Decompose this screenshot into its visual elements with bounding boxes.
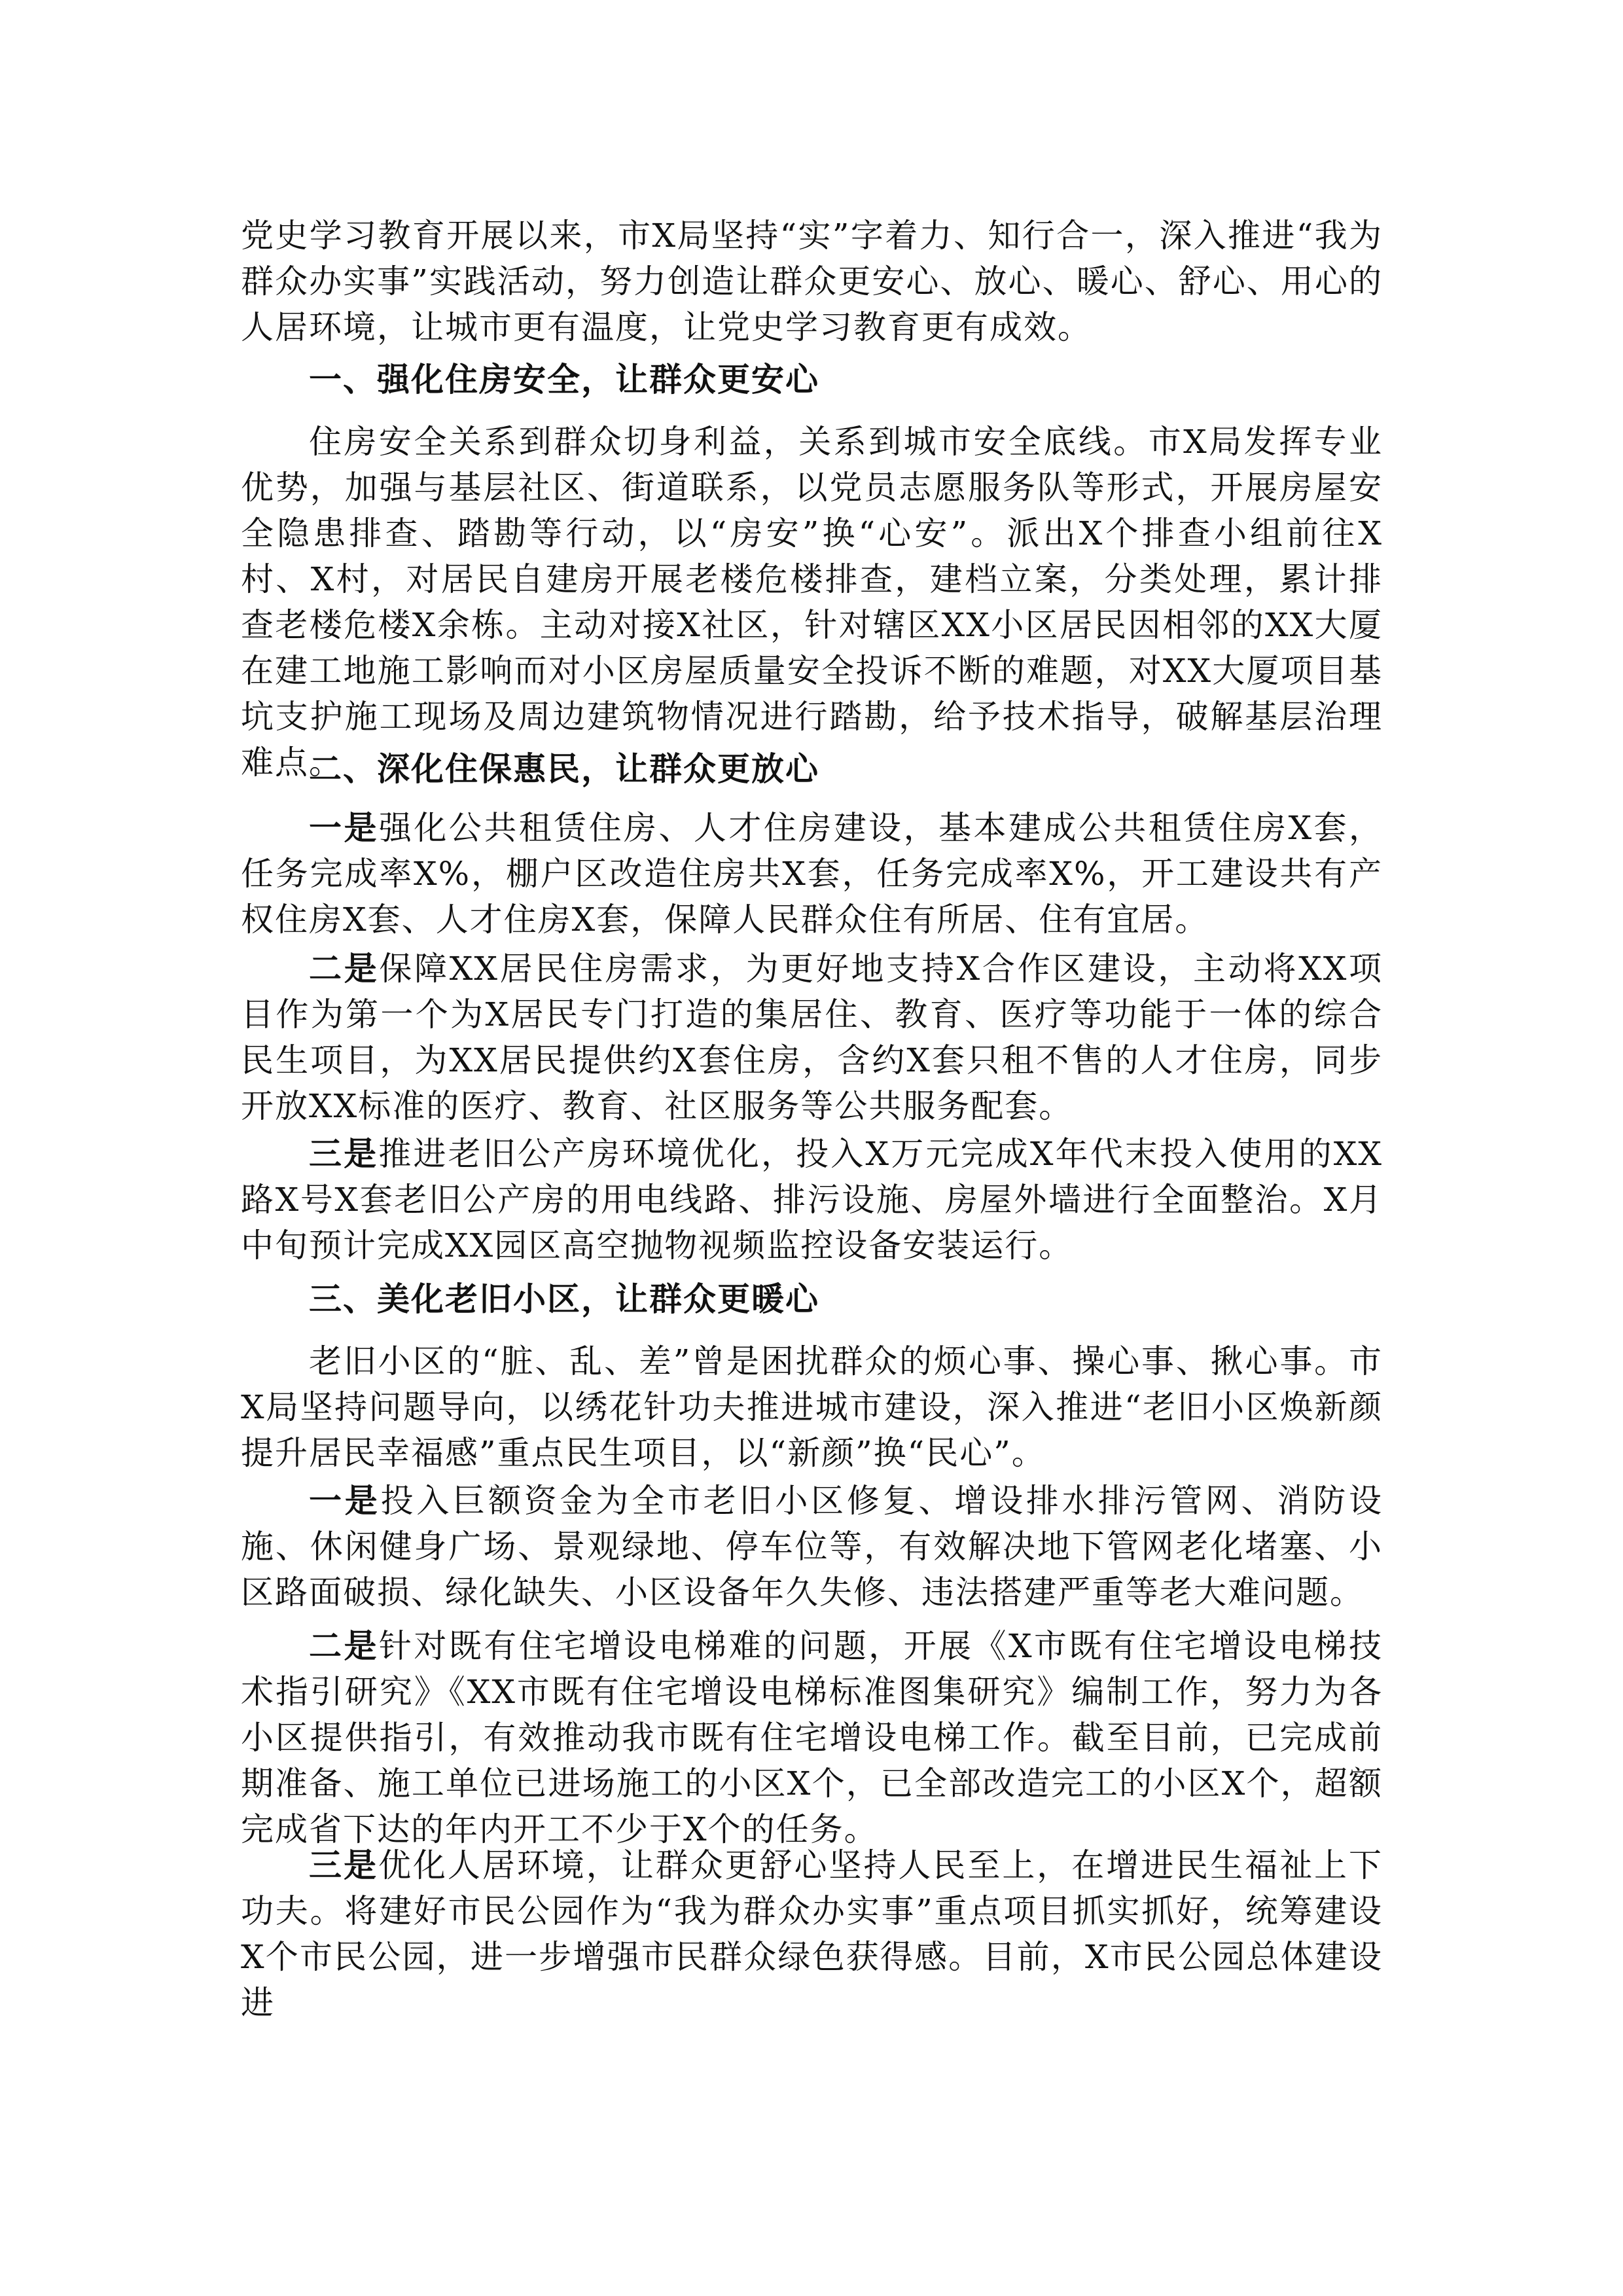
item-lead: 一是 bbox=[309, 1482, 381, 1520]
item-lead: 三是 bbox=[309, 1135, 379, 1173]
item-lead: 三是 bbox=[309, 1846, 378, 1884]
section-3-item-1 bbox=[241, 1478, 1383, 1615]
intro-paragraph: 党史学习教育开展以来，市X局坚持“实”字着力、知行合一，深入推进“我为群众办实事”实践活动，努力创造让群众更安心、放心、暖心、舒心、用心的人居环境，让城市更有温度，让党史学习教育更有成效。 bbox=[241, 217, 1383, 346]
item-lead: 二是 bbox=[309, 1627, 379, 1665]
section-2-item-2 bbox=[241, 946, 1383, 1129]
item-text: 投入巨额资金为全市老旧小区修复、增设排水排污管网、消防设施、休闲健身广场、景观绿地、停车位等，有效解决地下管网老化堵塞、小区路面破损、绿化缺失、小区设备年久失修、违法搭建严重等老大难问题。 bbox=[241, 1482, 1383, 1611]
section-2-item-1 bbox=[241, 805, 1383, 942]
section-3-item-3 bbox=[241, 1842, 1383, 2026]
item-text: 保障XX居民住房需求，为更好地支持X合作区建设，主动将XX项目作为第一个为X居民专门打造的集居住、教育、医疗等功能于一体的综合民生项目，为XX居民提供约X套住房，含约X套只租不售的人才住房，同步开放XX标准的医疗、教育、社区服务等公共服务配套。 bbox=[241, 950, 1383, 1125]
item-lead: 一是 bbox=[309, 809, 379, 847]
section-1-heading: 一、强化住房安全，让群众更安心 bbox=[309, 361, 819, 399]
section-3-item-2 bbox=[241, 1623, 1383, 1852]
item-text: 推进老旧公产房环境优化，投入X万元完成X年代末投入使用的XX路X号X套老旧公产房的用电线路、排污设施、房屋外墙进行全面整治。X月中旬预计完成XX园区高空抛物视频监控设备安装运行。 bbox=[241, 1135, 1383, 1265]
item-text: 针对既有住宅增设电梯难的问题，开展《X市既有住宅增设电梯技术指引研究》《XX市既有住宅增设电梯标准图集研究》编制工作，努力为各小区提供指引，有效推动我市既有住宅增设电梯工作。截至目前，已完成前期准备、施工单位已进场施工的小区X个，已全部改造完工的小区X个，超额完成省下达的年内开工不少于X个的任务。 bbox=[241, 1627, 1383, 1848]
item-text: 强化公共租赁住房、人才住房建设，基本建成公共租赁住房X套，任务完成率X%，棚户区改造住房共X套，任务完成率X%，开工建设共有产权住房X套、人才住房X套，保障人民群众住有所居、住有宜居。 bbox=[241, 809, 1383, 939]
item-text: 优化人居环境，让群众更舒心坚持人民至上，在增进民生福祉上下功夫。将建好市民公园作为“我为群众办实事”重点项目抓实抓好，统筹建设X个市民公园，进一步增强市民群众绿色获得感。目前，X市民公园总体建设进 bbox=[241, 1846, 1383, 2022]
item-lead: 二是 bbox=[309, 950, 380, 988]
section-3-body: 老旧小区的“脏、乱、差”曾是困扰群众的烦心事、操心事、揪心事。市X局坚持问题导向，以绣花针功夫推进城市建设，深入推进“老旧小区焕新颜提升居民幸福感”重点民生项目，以“新颜”换“民心”。 bbox=[241, 1342, 1383, 1472]
section-3-heading: 三、美化老旧小区，让群众更暖心 bbox=[309, 1280, 819, 1318]
section-2-heading: 二、深化住保惠民，让群众更放心 bbox=[309, 750, 819, 788]
section-2-item-3 bbox=[241, 1131, 1383, 1268]
section-1-body: 住房安全关系到群众切身利益，关系到城市安全底线。市X局发挥专业优势，加强与基层社区、街道联系，以党员志愿服务队等形式，开展房屋安全隐患排查、踏勘等行动，以“房安”换“心安”。派出X个排查小组前往X村、X村，对居民自建房开展老楼危楼排查，建档立案，分类处理，累计排查老楼危楼X余栋。主动对接X社区，针对辖区XX小区居民因相邻的XX大厦在建工地施工影响而对小区房屋质量安全投诉不断的难题，对XX大厦项目基坑支护施工现场及周边建筑物情况进行踏勘，给予技术指导，破解基层治理难点。 bbox=[241, 423, 1383, 781]
